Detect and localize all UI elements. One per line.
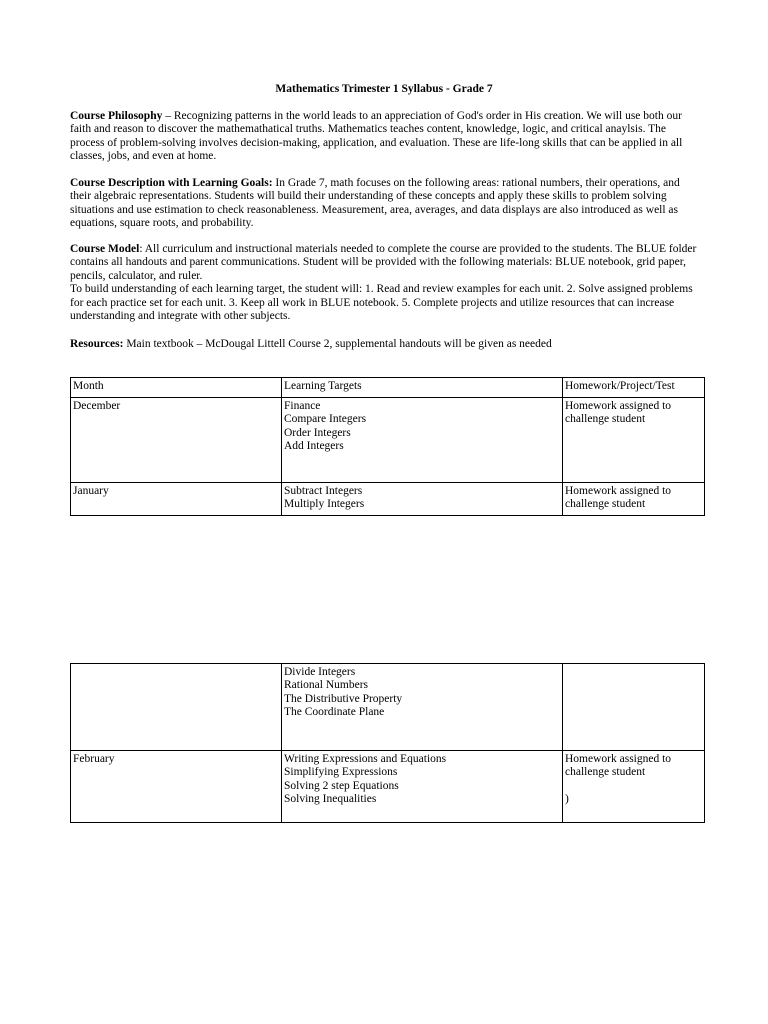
target-item: Simplifying Expressions bbox=[284, 766, 398, 779]
page-title: Mathematics Trimester 1 Syllabus - Grade 7 bbox=[275, 83, 493, 95]
table-row bbox=[71, 664, 705, 751]
target-item: Subtract Integers bbox=[284, 485, 363, 497]
course-description-text: In Grade 7, math focuses on the following areas: rational numbers, their operations, and their algebraic representations. Students will build their understanding of these concepts and apply these skills to problem solving situations and use estimation to check reasonableness. Measurement, area, averages, and data displays are also introduced as well as equations, square roots, and probability. bbox=[70, 177, 680, 230]
homework-cell bbox=[563, 398, 705, 483]
homework-cell bbox=[563, 751, 705, 823]
target-item: The Distributive Property bbox=[284, 692, 403, 705]
course-model-label: Course Model bbox=[70, 243, 140, 255]
table-header-row bbox=[71, 378, 705, 398]
target-item: Finance bbox=[284, 400, 321, 412]
course-philosophy-label: Course Philosophy bbox=[70, 110, 163, 122]
resources bbox=[70, 338, 700, 351]
homework-line: challenge student bbox=[565, 498, 646, 511]
header-learning-targets: Learning Targets bbox=[282, 378, 563, 398]
target-item: Add Integers bbox=[284, 440, 344, 453]
target-item: Rational Numbers bbox=[284, 679, 368, 692]
course-description bbox=[70, 177, 700, 231]
target-item: Multiply Integers bbox=[284, 498, 365, 511]
targets-cell bbox=[282, 664, 563, 751]
homework-line: challenge student bbox=[565, 766, 646, 779]
target-item: Divide Integers bbox=[284, 666, 356, 678]
header-month: Month bbox=[71, 378, 282, 398]
target-item: Solving Inequalities bbox=[284, 793, 377, 806]
syllabus-table-1 bbox=[70, 377, 705, 516]
course-model-steps: To build understanding of each learning target, the student will: 1. Read and review examples for each unit. 2. Solve assigned problems for each practice set for each unit. 3. Keep all work in BLUE notebook. 5. Complete projects and utilize resources that can increase understanding and integrate with other subjects. bbox=[70, 283, 693, 323]
course-description-label: Course Description with Learning Goals: bbox=[70, 177, 273, 189]
table-row bbox=[71, 751, 705, 823]
table-row bbox=[71, 483, 705, 516]
homework-cell bbox=[563, 483, 705, 516]
target-item: Writing Expressions and Equations bbox=[284, 753, 447, 765]
target-item: Compare Integers bbox=[284, 413, 367, 426]
targets-cell bbox=[282, 483, 563, 516]
month-cell: February bbox=[71, 751, 282, 823]
month-cell: January bbox=[71, 483, 282, 516]
homework-line: Homework assigned to bbox=[565, 485, 672, 497]
month-cell: December bbox=[71, 398, 282, 483]
target-item: Solving 2 step Equations bbox=[284, 779, 399, 792]
course-philosophy bbox=[70, 110, 700, 164]
homework-line bbox=[565, 780, 702, 793]
homework-line: challenge student bbox=[565, 413, 646, 426]
course-model bbox=[70, 243, 700, 323]
homework-line: Homework assigned to bbox=[565, 753, 672, 765]
targets-cell bbox=[282, 751, 563, 823]
target-item: Order Integers bbox=[284, 426, 351, 439]
target-item: The Coordinate Plane bbox=[284, 706, 385, 719]
course-model-text: : All curriculum and instructional materials needed to complete the course are provided to the students. The BLUE folder contains all handouts and parent communications. Student will be provided with the following materials: BLUE notebook, grid paper, pencils, calculator, and ruler. bbox=[70, 243, 697, 282]
course-philosophy-text: – Recognizing patterns in the world leads to an appreciation of God's order in His creation. We will use both our faith and reason to discover the mathemathatical truths. Mathematics teaches content, knowledge, logic, and critical anaylsis. The process of problem-solving involves decision-making, application, and evaluation. These are life-long skills that can be applied in all classes, jobs, and even at home. bbox=[70, 110, 683, 163]
month-cell bbox=[71, 664, 282, 751]
header-homework: Homework/Project/Test bbox=[563, 378, 705, 398]
homework-line: ) bbox=[565, 793, 569, 806]
table-row bbox=[71, 398, 705, 483]
resources-text: Main textbook – McDougal Littell Course 2, supplemental handouts will be given as needed bbox=[123, 338, 552, 350]
targets-cell bbox=[282, 398, 563, 483]
homework-line: Homework assigned to bbox=[565, 400, 672, 412]
resources-label: Resources: bbox=[70, 338, 124, 350]
syllabus-table-2 bbox=[70, 663, 705, 823]
homework-cell bbox=[563, 664, 705, 751]
